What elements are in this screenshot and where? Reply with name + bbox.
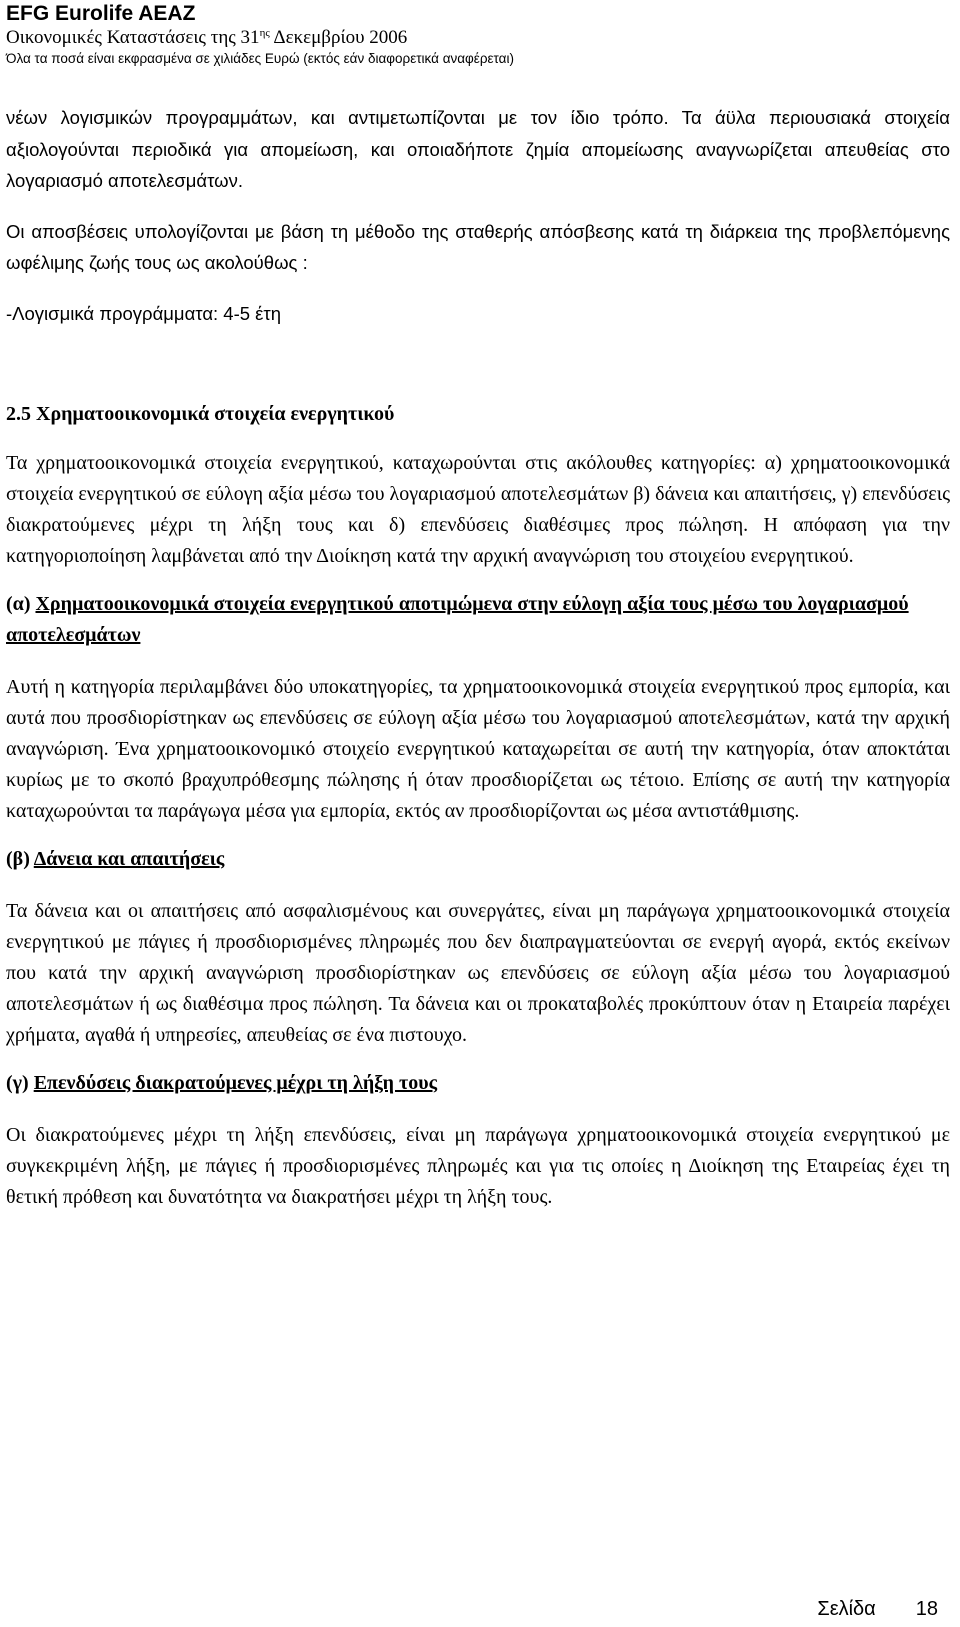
paragraph-financial-assets: Τα χρηματοοικονομικά στοιχεία ενεργητικού, καταχωρούνται στις ακόλουθες κατηγορίες: α) χρηματοοικονομικά στοιχεία ενεργητικού σε εύλογη αξία μέσω του λογαριασμού αποτελεσμάτων β) δάνεια και απαιτήσεις, γ) επενδύσεις διακρατούμενες μέχρι τη λήξη τους και δ) επενδύσεις διαθέσιμες προς πώληση. Η απόφαση για την κατηγοριοποίηση λαμβάνεται από την Διοίκηση κατά την αρχική αναγνώριση του στοιχείου ενεργητικού. [6, 452, 950, 567]
paragraph-intangible-assets: νέων λογισμικών προγραμμάτων, και αντιμετωπίζονται με τον ίδιο τρόπο. Τα άϋλα περιουσιακά στοιχεία αξιολογούνται περιοδικά για απομείωση, και οποιαδήποτε ζημία απομείωσης αναγνωρίζεται απευθείας στο λογαριασμό αποτελεσμάτων. [6, 107, 950, 191]
currency-note: Όλα τα ποσά είναι εκφρασμένα σε χιλιάδες Ευρώ (εκτός εάν διαφορετικά αναφέρεται) [6, 51, 514, 66]
page-header [6, 2, 946, 69]
statement-title [6, 26, 946, 49]
subsection-label-b: (β) [6, 848, 34, 870]
subsection-heading-b [6, 844, 950, 875]
statement-title-prefix: Οικονομικές Καταστάσεις της 31 [6, 27, 260, 48]
paragraph-held-to-maturity: Οι διακρατούμενες μέχρι τη λήξη επενδύσεις, είναι μη παράγωγα χρηματοοικονομικά στοιχεία ενεργητικού με συγκεκριμένη λήξη, με πάγιες ή προσδιορισμένες πληρωμές και για τις οποίες η Διοίκηση της Εταιρείας έχει τη θετική πρόθεση και δυνατότητα να διακρατήσει μέχρι τη λήξη τους. [6, 1124, 950, 1208]
subsection-title-c: Επενδύσεις διακρατούμενες μέχρι τη λήξη τους [33, 1072, 438, 1094]
subsection-title-a: Χρηματοοικονομικά στοιχεία ενεργητικού αποτιμώμενα στην εύλογη αξία τους μέσω του λογαριασμού αποτελεσμάτων [6, 593, 909, 646]
paragraph-fair-value: Αυτή η κατηγορία περιλαμβάνει δύο υποκατηγορίες, τα χρηματοοικονομικά στοιχεία ενεργητικού προς εμπορία, και αυτά που προσδιορίστηκαν ως επενδύσεις σε εύλογη αξία μέσω του λογαριασμού αποτελεσμάτων, κατά την αρχική αναγνώριση. Ένα χρηματοοικονομικό στοιχείο ενεργητικού καταχωρείται σε αυτή την κατηγορία, όταν αποκτάται κυρίως με το σκοπό βραχυπρόθεσμης πώλησης ή όταν προσδιορίζεται ως τέτοιο. Επίσης σε αυτή την κατηγορία καταχωρούνται τα παράγωγα μέσα για εμπορία, εκτός αν προσδιορίζονται ως μέσα αντιστάθμισης. [6, 676, 950, 822]
statement-title-superscript: ης [259, 27, 270, 39]
paragraph-amortisation: Οι αποσβέσεις υπολογίζονται με βάση τη μέθοδο της σταθερής απόσβεσης κατά τη διάρκεια της προβλεπόμενης ωφέλιμης ζωής τους ως ακολούθως : [6, 220, 950, 273]
subsection-label-c: (γ) [6, 1072, 34, 1094]
subsection-heading-a [6, 589, 950, 651]
paragraph-loans-receivables: Τα δάνεια και οι απαιτήσεις από ασφαλισμένους και συνεργάτες, είναι μη παράγωγα χρηματοοικονομικά στοιχεία ενεργητικού με πάγιες ή προσδιορισμένες πληρωμές που δεν διαπραγματεύονται σε ενεργή αγορά, εκτός εκείνων που κατά την αρχική αναγνώριση προσδιορίστηκαν ως επενδύσεις σε εύλογη αξία μέσω του λογαριασμού αποτελεσμάτων ή ως διαθέσιμα προς πώληση. Τα δάνεια και οι προκαταβολές προκύπτουν όταν η Εταιρεία παρέχει χρήματα, αγαθά ή υπηρεσίες, απευθείας σε ένα πιστουχο. [6, 900, 950, 1046]
page-footer [817, 1596, 938, 1622]
section-heading: 2.5 Χρηματοοικονομικά στοιχεία ενεργητικού [6, 403, 395, 425]
page-number: 18 [915, 1598, 938, 1620]
subsection-title-b: Δάνεια και απαιτήσεις [33, 848, 225, 870]
subsection-label-a: (α) [6, 593, 36, 615]
subsection-heading-c [6, 1068, 950, 1099]
company-name: EFG Eurolife AEAZ [6, 2, 196, 25]
page-label: Σελίδα [817, 1598, 876, 1620]
page-body [6, 102, 950, 1213]
statement-title-suffix: Δεκεμβρίου 2006 [269, 27, 408, 48]
list-item-software: -Λογισμικά προγράμματα: 4-5 έτη [6, 302, 282, 324]
